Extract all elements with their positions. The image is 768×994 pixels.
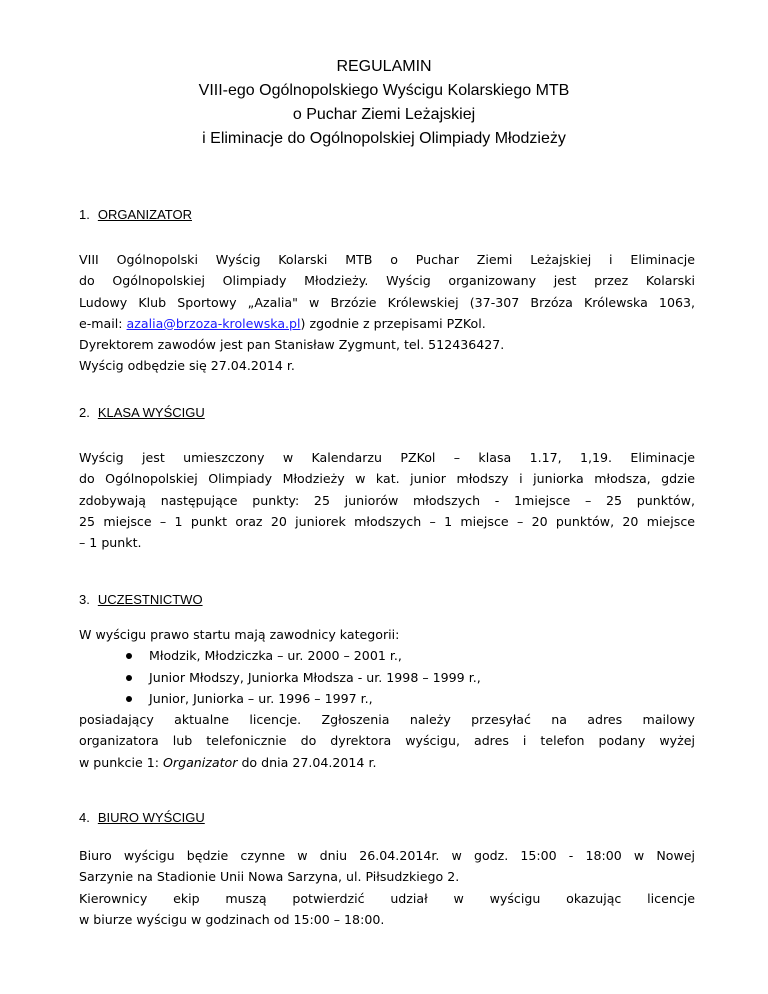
title-line: REGULAMIN xyxy=(336,58,432,75)
text-line: Wyścig jest umieszczony w Kalendarzu PZKol – klasa 1.17, 1,19. Eliminacje xyxy=(79,450,695,465)
section-body-organizator xyxy=(79,249,695,377)
list-item xyxy=(79,667,695,688)
text-line: Kierownicy ekip muszą potwierdzić udział w wyścigu okazując licencje xyxy=(79,890,695,906)
text-fragment: e-mail: xyxy=(79,315,127,331)
text-line: W wyścigu prawo startu mają zawodnicy kategorii: xyxy=(79,627,400,642)
list-item xyxy=(79,688,695,709)
bullet-icon xyxy=(126,696,132,702)
list-item-text: Junior, Juniorka – ur. 1996 – 1997 r., xyxy=(149,690,373,706)
text-line: Wyścig odbędzie się 27.04.2014 r. xyxy=(79,358,295,374)
title-line: i Eliminacje do Ogólnopolskiej Olimpiady Młodzieży xyxy=(202,130,566,147)
text-line: posiadający aktualne licencje. Zgłoszenia należy przesyłać na adres mailowy xyxy=(79,712,695,728)
section-number: 4. xyxy=(79,810,90,825)
document-title xyxy=(0,55,768,151)
list-item-text: Junior Młodszy, Juniorka Młodsza - ur. 1998 – 1999 r., xyxy=(149,669,481,685)
bullet-icon xyxy=(126,653,132,659)
section-body-biuro xyxy=(79,845,695,930)
text-line xyxy=(79,752,695,773)
text-fragment: w punkcie 1: xyxy=(79,754,163,770)
section-number: 3. xyxy=(79,592,90,607)
list-item xyxy=(79,645,695,666)
section-title: KLASA WYŚCIGU xyxy=(97,405,205,420)
email-link[interactable]: azalia@brzoza-krolewska.pl xyxy=(126,315,301,331)
title-line: o Puchar Ziemi Leżajskiej xyxy=(292,106,476,123)
text-line: VIII Ogólnopolski Wyścig Kolarski MTB o Puchar Ziemi Leżajskiej i Eliminacje xyxy=(79,252,695,267)
text-line: Biuro wyścigu będzie czynne w dniu 26.04.2014r. w godz. 15:00 - 18:00 w Nowej xyxy=(79,848,695,863)
text-fragment: ) zgodnie z przepisami PZKol. xyxy=(300,315,486,331)
list-item-text: Młodzik, Młodziczka – ur. 2000 – 2001 r., xyxy=(149,648,402,664)
text-line: Ludowy Klub Sportowy „Azalia" w Brzózie Królewskiej (37-307 Brzóza Królewska 1063, xyxy=(79,294,695,310)
text-line: Dyrektorem zawodów jest pan Stanisław Zygmunt, tel. 512436427. xyxy=(79,337,505,353)
text-fragment: do dnia 27.04.2014 r. xyxy=(237,754,377,770)
section-heading-organizator xyxy=(79,207,192,223)
text-line: 25 miejsce – 1 punkt oraz 20 juniorek młodszych – 1 miejsce – 20 punktów, 20 miejsce xyxy=(79,513,695,529)
text-line: Sarzynie na Stadionie Unii Nowa Sarzyna, ul. Piłsudzkiego 2. xyxy=(79,869,460,885)
text-line: do Ogólnopolskiej Olimpiady Młodzieży. Wyścig organizowany jest przez Kolarski xyxy=(79,273,695,289)
text-line: do Ogólnopolskiej Olimpiady Młodzieży w kat. junior młodszy i juniorka młodsza, gdzie xyxy=(79,471,695,487)
text-line: organizatora lub telefonicznie do dyrektora wyścigu, adres i telefon podany wyżej xyxy=(79,733,695,749)
section-number: 1. xyxy=(79,207,90,222)
title-line: VIII-ego Ogólnopolskiego Wyścigu Kolarskiego MTB xyxy=(198,82,570,99)
text-line xyxy=(79,313,695,334)
text-line: – 1 punkt. xyxy=(79,535,142,551)
emphasis-text: Organizator xyxy=(163,754,238,770)
section-number: 2. xyxy=(79,405,90,420)
text-line: w biurze wyścigu w godzinach od 15:00 – 18:00. xyxy=(79,911,385,927)
section-body-uczestnictwo xyxy=(79,624,695,773)
section-heading-uczestnictwo xyxy=(79,592,203,608)
section-body-klasa xyxy=(79,447,695,553)
bullet-icon xyxy=(126,675,132,681)
section-heading-klasa xyxy=(79,405,205,421)
section-title: UCZESTNICTWO xyxy=(97,592,203,607)
text-line: zdobywają następujące punkty: 25 juniorów młodszych - 1miejsce – 25 punktów, xyxy=(79,492,695,508)
section-title: BIURO WYŚCIGU xyxy=(97,810,205,825)
section-title: ORGANIZATOR xyxy=(97,207,192,222)
section-heading-biuro xyxy=(79,810,205,826)
